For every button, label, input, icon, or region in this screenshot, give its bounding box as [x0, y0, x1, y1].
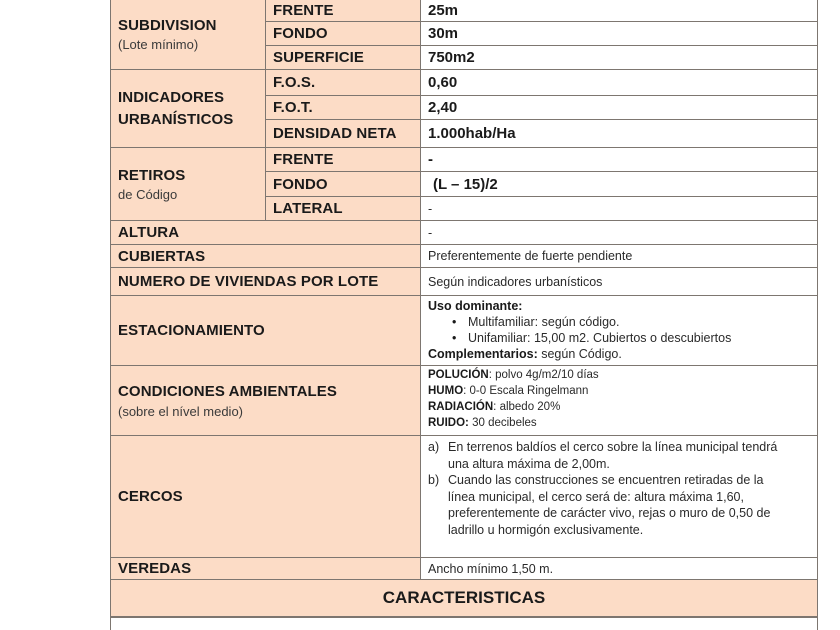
retiros-frente-value-cell — [420, 148, 818, 172]
subdivision-title: SUBDIVISION — [118, 17, 217, 34]
subdivision-superficie-value: 750m2 — [428, 49, 475, 66]
altura-label-cell — [110, 221, 421, 245]
retiros-fondo-label-cell — [265, 172, 421, 197]
veredas-label-cell — [110, 558, 421, 580]
retiros-frente-label: FRENTE — [273, 151, 334, 168]
polucion-key: POLUCIÓN — [428, 369, 489, 381]
cercos-item-b — [428, 472, 789, 538]
cercos-item-a-text: En terrenos baldíos el cerco sobre la línea municipal tendrá una altura máxima de 2,00m. — [448, 440, 778, 471]
retiros-frente-label-cell — [265, 148, 421, 172]
ruido-key: RUIDO: — [428, 417, 469, 429]
zoning-table — [110, 0, 818, 630]
densidad-label: DENSIDAD NETA — [273, 125, 397, 142]
altura-value: - — [428, 225, 433, 240]
fot-label: F.O.T. — [273, 99, 313, 116]
complementarios-line — [428, 346, 817, 362]
fos-value: 0,60 — [428, 74, 458, 91]
caracteristicas-body-cell — [110, 618, 818, 630]
caracteristicas-header-cell — [110, 580, 818, 618]
ruido-value: 30 decibeles — [472, 417, 537, 429]
humo-line — [428, 383, 817, 399]
densidad-value-cell — [420, 120, 818, 148]
subdivision-fondo-value: 30m — [428, 25, 459, 42]
viviendas-label: NUMERO DE VIVIENDAS POR LOTE — [118, 273, 379, 290]
subdivision-frente-value-cell — [420, 0, 818, 22]
altura-value-cell — [420, 221, 818, 245]
ruido-line — [428, 415, 817, 431]
radiacion-key: RADIACIÓN — [428, 401, 494, 413]
complementarios-label: Complementarios: — [428, 347, 538, 361]
cercos-value-cell — [420, 436, 818, 558]
subdivision-fondo-label-cell — [265, 22, 421, 46]
fos-value-cell — [420, 70, 818, 96]
radiacion-sep: : — [493, 401, 500, 413]
indicadores-header-cell — [110, 70, 266, 148]
cubiertas-label: CUBIERTAS — [118, 247, 206, 265]
cercos-item-a — [428, 439, 789, 472]
subdivision-frente-label: FRENTE — [273, 2, 334, 19]
indicadores-title-line2: URBANÍSTICOS — [118, 110, 234, 128]
subdivision-superficie-label: SUPERFICIE — [273, 49, 365, 66]
retiros-fondo-value-cell — [420, 172, 818, 197]
complementarios-value: según Código. — [537, 347, 622, 361]
viviendas-value-cell — [420, 268, 818, 296]
estacionamiento-label-cell — [110, 296, 421, 366]
altura-label: ALTURA — [118, 224, 180, 241]
cercos-label: CERCOS — [118, 488, 183, 505]
fos-label-cell — [265, 70, 421, 96]
fos-label: F.O.S. — [273, 74, 316, 91]
retiros-lateral-value: - — [428, 201, 433, 216]
viviendas-value: Según indicadores urbanísticos — [428, 274, 603, 289]
viviendas-label-cell — [110, 268, 421, 296]
cubiertas-label-cell — [110, 245, 421, 268]
bullet-unifamiliar: • Unifamiliar: 15,00 m2. Cubiertos o descubiertos — [468, 330, 817, 346]
subdivision-header-cell — [110, 0, 266, 70]
condiciones-label: CONDICIONES AMBIENTALES — [118, 382, 337, 400]
cercos-item-a-marker: a) — [428, 440, 440, 454]
cubiertas-value: Preferentemente de fuerte pendiente — [428, 249, 633, 263]
radiacion-line — [428, 399, 817, 415]
cercos-item-b-marker: b) — [428, 473, 440, 487]
retiros-lateral-value-cell — [420, 197, 818, 221]
estacionamiento-label: ESTACIONAMIENTO — [118, 322, 265, 339]
retiros-lateral-label-cell — [265, 197, 421, 221]
subdivision-superficie-value-cell — [420, 46, 818, 70]
subdivision-fondo-value-cell — [420, 22, 818, 46]
indicadores-title-line1: INDICADORES — [118, 88, 225, 106]
polucion-value: polvo 4g/m2/10 días — [495, 369, 599, 381]
veredas-value: Ancho mínimo 1,50 m. — [428, 561, 554, 576]
uso-dominante-label: Uso dominante: — [428, 299, 523, 313]
fot-value-cell — [420, 96, 818, 120]
retiros-header-cell — [110, 148, 266, 221]
fot-label-cell — [265, 96, 421, 120]
bullet-multifamiliar: • Multifamiliar: según código. — [468, 314, 817, 330]
radiacion-value: albedo 20% — [499, 401, 561, 413]
subdivision-frente-label-cell — [265, 0, 421, 22]
veredas-value-cell — [420, 558, 818, 580]
subdivision-frente-value: 25m — [428, 2, 459, 19]
condiciones-subtitle: (sobre el nível medio) — [118, 403, 243, 419]
polucion-sep: : — [488, 369, 496, 381]
cercos-item-b-text: Cuando las construcciones se encuentren retiradas de la línea municipal, el cerco será de: altura máxima 1,60, preferentemente de carácter vivo, rejas o muro de 0,50 de ladrillo u hormigón exclusivamente. — [448, 473, 771, 537]
retiros-lateral-label: LATERAL — [273, 200, 343, 217]
densidad-label-cell — [265, 120, 421, 148]
subdivision-superficie-label-cell — [265, 46, 421, 70]
condiciones-value-cell — [420, 366, 818, 436]
fot-value: 2,40 — [428, 99, 458, 116]
retiros-title: RETIROS — [118, 166, 186, 184]
condiciones-label-cell — [110, 366, 421, 436]
polucion-line — [428, 367, 817, 383]
retiros-frente-value: - — [428, 151, 433, 168]
subdivision-fondo-label: FONDO — [273, 25, 328, 42]
estacionamiento-bullet-list — [428, 314, 817, 346]
veredas-label: VEREDAS — [118, 560, 192, 577]
densidad-value: 1.000hab/Ha — [428, 125, 516, 142]
cubiertas-value-cell — [420, 245, 818, 268]
subdivision-subtitle: (Lote mínimo) — [118, 37, 199, 52]
retiros-subtitle: de Código — [118, 186, 178, 202]
humo-key: HUMO — [428, 385, 464, 397]
humo-sep: : — [463, 385, 470, 397]
humo-value: 0-0 Escala Ringelmann — [469, 385, 589, 397]
cercos-label-cell — [110, 436, 421, 558]
estacionamiento-value-cell — [420, 296, 818, 366]
retiros-fondo-label: FONDO — [273, 175, 328, 193]
caracteristicas-heading: CARACTERISTICAS — [382, 588, 546, 607]
retiros-fondo-value: (L – 15)/2 — [433, 175, 498, 193]
